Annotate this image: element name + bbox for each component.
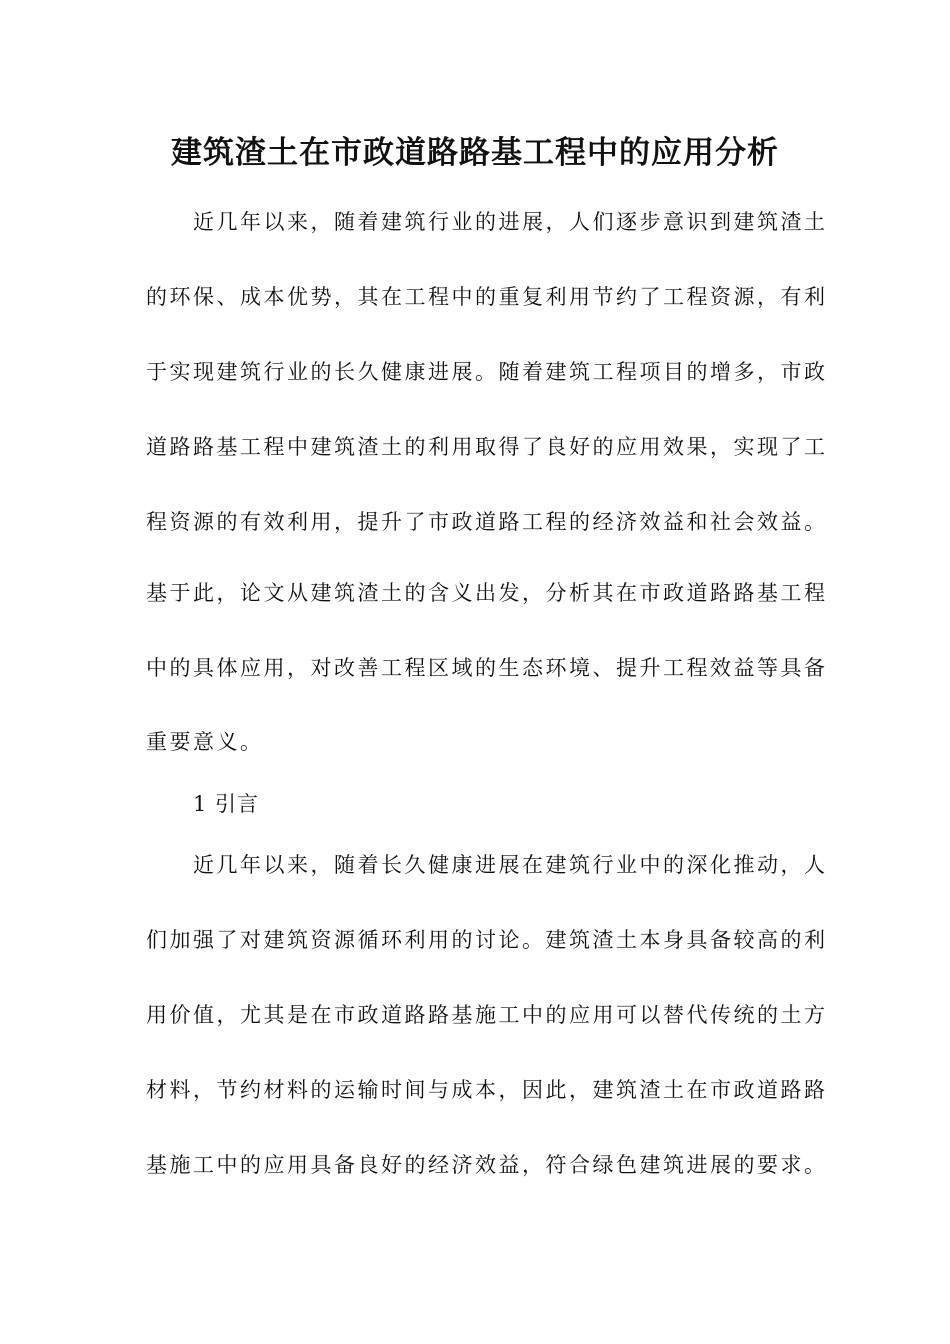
abstract-line: 近几年以来，随着建筑行业的进展，人们逐步意识到建筑渣土 [193,210,828,234]
abstract-line: 中的具体应用，对改善工程区域的生态环境、提升工程效益等具备 [146,656,828,680]
abstract-line: 基于此，论文从建筑渣土的含义出发，分析其在市政道路路基工程 [146,581,828,605]
section-heading: 1 引言 [193,792,260,816]
intro-line: 近几年以来，随着长久健康进展在建筑行业中的深化推动，人 [193,853,828,877]
abstract-line: 重要意义。 [146,730,264,754]
intro-line: 们加强了对建筑资源循环利用的讨论。建筑渣土本身具备较高的利 [146,928,828,952]
document-title: 建筑渣土在市政道路路基工程中的应用分析 [171,135,779,171]
abstract-line: 道路路基工程中建筑渣土的利用取得了良好的应用效果，实现了工 [146,435,828,459]
intro-line: 材料，节约材料的运输时间与成本，因此，建筑渣土在市政道路路 [146,1078,828,1102]
abstract-line: 的环保、成本优势，其在工程中的重复利用节约了工程资源，有利 [146,285,828,309]
abstract-line: 程资源的有效利用，提升了市政道路工程的经济效益和社会效益。 [146,510,828,534]
intro-line: 用价值，尤其是在市政道路路基施工中的应用可以替代传统的土方 [146,1003,828,1027]
abstract-line: 于实现建筑行业的长久健康进展。随着建筑工程项目的增多，市政 [146,360,828,384]
intro-line: 基施工中的应用具备良好的经济效益，符合绿色建筑进展的要求。 [146,1153,828,1177]
